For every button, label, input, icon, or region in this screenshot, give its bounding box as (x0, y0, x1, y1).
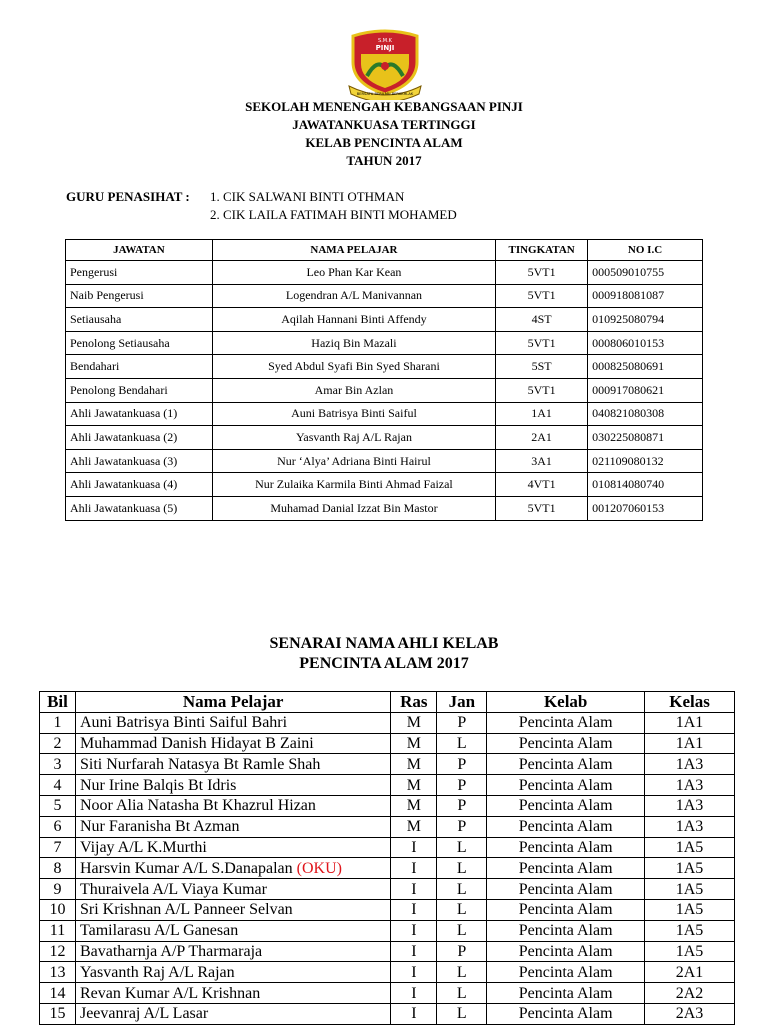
cell-nama-pelajar: Auni Batrisya Binti Saiful (212, 402, 495, 426)
cell-jawatan: Ahli Jawatankuasa (4) (66, 473, 213, 497)
cell-kelab: Pencinta Alam (487, 899, 645, 920)
cell-kelab: Pencinta Alam (487, 837, 645, 858)
cell-kelas: 2A1 (645, 962, 735, 983)
col-header-jawatan: JAWATAN (66, 240, 213, 261)
cell-nama-pelajar (75, 941, 390, 962)
cell-no-ic: 000825080691 (588, 355, 703, 379)
cell-no-ic: 010925080794 (588, 308, 703, 332)
table-row (40, 733, 735, 754)
cell-nama-pelajar (75, 920, 390, 941)
cell-jan: P (437, 775, 487, 796)
cell-jawatan: Setiausaha (66, 308, 213, 332)
cell-kelas: 1A5 (645, 941, 735, 962)
cell-nama-pelajar: Logendran A/L Manivannan (212, 284, 495, 308)
cell-jawatan: Pengerusi (66, 261, 213, 285)
cell-nama-pelajar (75, 816, 390, 837)
cell-kelas: 1A5 (645, 920, 735, 941)
cell-bil: 15 (40, 1003, 76, 1024)
cell-nama-pelajar (75, 754, 390, 775)
cell-bil: 8 (40, 858, 76, 879)
student-name: Sri Krishnan A/L Panneer Selvan (79, 901, 293, 919)
student-name: Auni Batrisya Binti Saiful Bahri (79, 714, 288, 732)
cell-kelab: Pencinta Alam (487, 733, 645, 754)
cell-ras: I (391, 962, 437, 983)
cell-kelab: Pencinta Alam (487, 775, 645, 796)
table-row (66, 261, 703, 285)
student-name: Jeevanraj A/L Lasar (79, 1005, 209, 1023)
cell-jan: L (437, 733, 487, 754)
cell-jawatan: Ahli Jawatankuasa (5) (66, 496, 213, 520)
school-name: SEKOLAH MENENGAH KEBANGSAAN PINJI (245, 99, 523, 114)
cell-bil: 6 (40, 816, 76, 837)
table-row (40, 899, 735, 920)
cell-kelab: Pencinta Alam (487, 816, 645, 837)
cell-ras: I (391, 858, 437, 879)
cell-kelas: 1A5 (645, 899, 735, 920)
cell-kelab: Pencinta Alam (487, 983, 645, 1004)
cell-jan: P (437, 712, 487, 733)
student-name: Muhammad Danish Hidayat B Zaini (79, 734, 314, 752)
table-row (40, 816, 735, 837)
cell-nama-pelajar: Amar Bin Azlan (212, 378, 495, 402)
cell-ras: M (391, 712, 437, 733)
cell-tingkatan: 5VT1 (496, 261, 588, 285)
cell-jan: L (437, 962, 487, 983)
cell-no-ic: 001207060153 (588, 496, 703, 520)
cell-bil: 7 (40, 837, 76, 858)
col-header-kelab: Kelab (487, 692, 645, 713)
committee-title: JAWATANKUASA TERTINGGI (292, 117, 476, 132)
table-row (40, 712, 735, 733)
oku-badge: (OKU) (296, 859, 342, 877)
cell-no-ic: 021109080132 (588, 449, 703, 473)
cell-jawatan: Penolong Bendahari (66, 378, 213, 402)
cell-bil: 12 (40, 941, 76, 962)
table-row (66, 378, 703, 402)
document-header (0, 98, 768, 170)
members-header-row (40, 692, 735, 713)
cell-nama-pelajar: Aqilah Hannani Binti Affendy (212, 308, 495, 332)
cell-no-ic: 040821080308 (588, 402, 703, 426)
student-name: Harsvin Kumar A/L S.Danapalan (79, 859, 297, 877)
table-row (40, 754, 735, 775)
cell-nama-pelajar (75, 775, 390, 796)
table-row (40, 837, 735, 858)
student-name: Revan Kumar A/L Krishnan (79, 984, 261, 1002)
cell-jan: L (437, 858, 487, 879)
cell-no-ic: 000917080621 (588, 378, 703, 402)
members-title-line2: PENCINTA ALAM 2017 (299, 655, 469, 672)
col-header-ras: Ras (391, 692, 437, 713)
committee-table (65, 239, 703, 521)
cell-ras: I (391, 1003, 437, 1024)
table-row (66, 355, 703, 379)
table-row (66, 426, 703, 450)
cell-ras: M (391, 754, 437, 775)
cell-jan: L (437, 1003, 487, 1024)
cell-ras: M (391, 733, 437, 754)
student-name: Bavatharnja A/P Tharmaraja (79, 942, 263, 960)
cell-nama-pelajar: Syed Abdul Syafi Bin Syed Sharani (212, 355, 495, 379)
student-name: Thuraivela A/L Viaya Kumar (79, 880, 267, 898)
cell-bil: 2 (40, 733, 76, 754)
cell-nama-pelajar: Nur Zulaika Karmila Binti Ahmad Faizal (212, 473, 495, 497)
cell-kelab: Pencinta Alam (487, 962, 645, 983)
table-row (66, 449, 703, 473)
cell-bil: 14 (40, 983, 76, 1004)
cell-tingkatan: 5VT1 (496, 331, 588, 355)
members-title-line1: SENARAI NAMA AHLI KELAB (269, 635, 499, 652)
cell-kelas: 1A5 (645, 879, 735, 900)
cell-ras: M (391, 816, 437, 837)
cell-nama-pelajar (75, 712, 390, 733)
cell-ras: I (391, 879, 437, 900)
cell-bil: 3 (40, 754, 76, 775)
cell-tingkatan: 2A1 (496, 426, 588, 450)
cell-bil: 1 (40, 712, 76, 733)
committee-header-row (66, 240, 703, 261)
cell-kelas: 1A3 (645, 754, 735, 775)
advisor-label: GURU PENASIHAT : (66, 189, 190, 204)
cell-jan: L (437, 837, 487, 858)
student-name: Noor Alia Natasha Bt Khazrul Hizan (79, 797, 316, 815)
cell-nama-pelajar (75, 837, 390, 858)
cell-nama-pelajar (75, 795, 390, 816)
cell-nama-pelajar (75, 858, 390, 879)
year-label: TAHUN 2017 (346, 153, 422, 168)
cell-jawatan: Ahli Jawatankuasa (2) (66, 426, 213, 450)
cell-ras: I (391, 983, 437, 1004)
crest-name-text: PINJI (375, 44, 395, 52)
table-row (40, 941, 735, 962)
cell-tingkatan: 5ST (496, 355, 588, 379)
members-title (0, 634, 768, 674)
table-row (66, 331, 703, 355)
table-row (40, 983, 735, 1004)
crest-motto-text: BERSATU BERILMU BERAKHLAK (356, 92, 414, 96)
cell-kelab: Pencinta Alam (487, 920, 645, 941)
cell-ras: I (391, 920, 437, 941)
table-row (40, 795, 735, 816)
cell-bil: 5 (40, 795, 76, 816)
cell-kelab: Pencinta Alam (487, 879, 645, 900)
table-row (40, 879, 735, 900)
cell-nama-pelajar (75, 962, 390, 983)
cell-jan: L (437, 920, 487, 941)
student-name: Nur Faranisha Bt Azman (79, 818, 240, 836)
cell-tingkatan: 1A1 (496, 402, 588, 426)
cell-jan: P (437, 754, 487, 775)
cell-kelab: Pencinta Alam (487, 1003, 645, 1024)
cell-no-ic: 000918081087 (588, 284, 703, 308)
table-row (66, 284, 703, 308)
student-name: Tamilarasu A/L Ganesan (79, 922, 239, 940)
cell-nama-pelajar (75, 879, 390, 900)
cell-ras: M (391, 775, 437, 796)
table-row (40, 1003, 735, 1024)
advisor-name-2: 2. CIK LAILA FATIMAH BINTI MOHAMED (210, 207, 457, 222)
cell-tingkatan: 4VT1 (496, 473, 588, 497)
cell-jan: L (437, 879, 487, 900)
members-table (39, 691, 735, 1025)
cell-kelas: 1A3 (645, 775, 735, 796)
cell-kelas: 1A5 (645, 858, 735, 879)
cell-jawatan: Naib Pengerusi (66, 284, 213, 308)
cell-nama-pelajar: Leo Phan Kar Kean (212, 261, 495, 285)
cell-jawatan: Penolong Setiausaha (66, 331, 213, 355)
cell-nama-pelajar (75, 983, 390, 1004)
cell-no-ic: 000806010153 (588, 331, 703, 355)
col-header-tingkatan: TINGKATAN (496, 240, 588, 261)
cell-nama-pelajar: Yasvanth Raj A/L Rajan (212, 426, 495, 450)
cell-ras: M (391, 795, 437, 816)
student-name: Nur Irine Balqis Bt Idris (79, 776, 237, 794)
crest-top-text: S.M.K (378, 38, 392, 44)
col-header-noic: NO I.C (588, 240, 703, 261)
cell-nama-pelajar (75, 1003, 390, 1024)
col-header-nama: NAMA PELAJAR (212, 240, 495, 261)
club-name: KELAB PENCINTA ALAM (305, 135, 463, 150)
cell-kelab: Pencinta Alam (487, 858, 645, 879)
table-row (40, 962, 735, 983)
col-header-kelas: Kelas (645, 692, 735, 713)
cell-tingkatan: 3A1 (496, 449, 588, 473)
cell-kelas: 1A1 (645, 712, 735, 733)
cell-nama-pelajar (75, 733, 390, 754)
student-name: Yasvanth Raj A/L Rajan (79, 963, 235, 981)
table-row (40, 858, 735, 879)
cell-no-ic: 010814080740 (588, 473, 703, 497)
cell-kelas: 1A5 (645, 837, 735, 858)
col-header-nama-pelajar: Nama Pelajar (75, 692, 390, 713)
cell-kelas: 2A3 (645, 1003, 735, 1024)
cell-tingkatan: 4ST (496, 308, 588, 332)
cell-bil: 11 (40, 920, 76, 941)
cell-no-ic: 030225080871 (588, 426, 703, 450)
cell-jan: L (437, 899, 487, 920)
cell-kelab: Pencinta Alam (487, 712, 645, 733)
cell-jawatan: Ahli Jawatankuasa (3) (66, 449, 213, 473)
cell-ras: I (391, 899, 437, 920)
cell-jan: L (437, 983, 487, 1004)
cell-bil: 13 (40, 962, 76, 983)
school-crest-logo (343, 28, 427, 100)
cell-jan: P (437, 941, 487, 962)
cell-kelas: 2A2 (645, 983, 735, 1004)
col-header-jan: Jan (437, 692, 487, 713)
cell-nama-pelajar: Haziq Bin Mazali (212, 331, 495, 355)
student-name: Vijay A/L K.Murthi (79, 838, 207, 856)
cell-bil: 4 (40, 775, 76, 796)
cell-kelas: 1A3 (645, 816, 735, 837)
cell-ras: I (391, 941, 437, 962)
cell-kelas: 1A1 (645, 733, 735, 754)
cell-nama-pelajar: Nur ‘Alya’ Adriana Binti Hairul (212, 449, 495, 473)
cell-kelab: Pencinta Alam (487, 941, 645, 962)
cell-nama-pelajar (75, 899, 390, 920)
student-name: Siti Nurfarah Natasya Bt Ramle Shah (79, 755, 321, 773)
cell-tingkatan: 5VT1 (496, 378, 588, 402)
cell-tingkatan: 5VT1 (496, 284, 588, 308)
advisor-name-1: 1. CIK SALWANI BINTI OTHMAN (210, 189, 405, 204)
cell-nama-pelajar: Muhamad Danial Izzat Bin Mastor (212, 496, 495, 520)
col-header-bil: Bil (40, 692, 76, 713)
cell-bil: 9 (40, 879, 76, 900)
cell-kelab: Pencinta Alam (487, 754, 645, 775)
cell-ras: I (391, 837, 437, 858)
cell-tingkatan: 5VT1 (496, 496, 588, 520)
table-row (40, 920, 735, 941)
cell-jan: P (437, 816, 487, 837)
table-row (40, 775, 735, 796)
cell-no-ic: 000509010755 (588, 261, 703, 285)
cell-jawatan: Ahli Jawatankuasa (1) (66, 402, 213, 426)
cell-kelas: 1A3 (645, 795, 735, 816)
cell-jan: P (437, 795, 487, 816)
cell-jawatan: Bendahari (66, 355, 213, 379)
table-row (66, 496, 703, 520)
cell-bil: 10 (40, 899, 76, 920)
table-row (66, 402, 703, 426)
table-row (66, 308, 703, 332)
table-row (66, 473, 703, 497)
cell-kelab: Pencinta Alam (487, 795, 645, 816)
